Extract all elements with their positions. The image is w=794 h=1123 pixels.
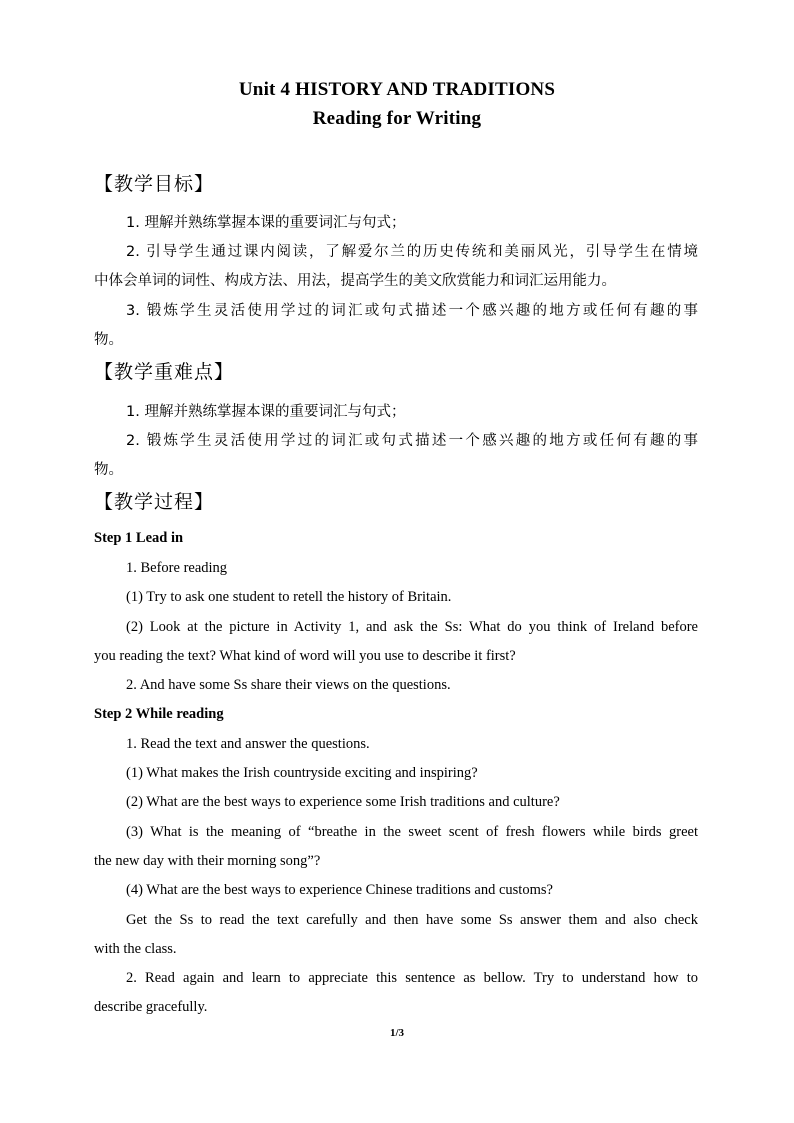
section-heading-process: 【教学过程】: [94, 491, 215, 513]
step-1-heading: Step 1 Lead in: [94, 530, 184, 546]
step-2-line: (3) What is the meaning of “breathe in the sweet scent of fresh flowers while birds greet: [126, 824, 698, 840]
doc-title: Unit 4 HISTORY AND TRADITIONS: [238, 79, 556, 100]
page-number: 1/3: [389, 1027, 405, 1039]
doc-subtitle: Reading for Writing: [312, 108, 482, 129]
step-2-line: describe gracefully.: [94, 999, 208, 1015]
step-2-line: 2. Read again and learn to appreciate this sentence as bellow. Try to understand how to: [126, 970, 698, 986]
step-1-line: you reading the text? What kind of word will you use to describe it first?: [94, 648, 516, 664]
goal-3-line-2: 物。: [94, 332, 123, 348]
step-2-line: with the class.: [94, 941, 177, 957]
step-1-line: (1) Try to ask one student to retell the history of Britain.: [126, 589, 452, 605]
step-2-heading: Step 2 While reading: [94, 706, 224, 722]
step-1-line: 1. Before reading: [126, 560, 228, 576]
section-heading-key-points: 【教学重难点】: [94, 361, 235, 383]
step-2-line: Get the Ss to read the text carefully and then have some Ss answer them and also check: [126, 912, 698, 928]
key-point-2-line-2: 物。: [94, 462, 123, 478]
key-point-1: 1. 理解并熟练掌握本课的重要词汇与句式；: [126, 404, 406, 420]
step-1-line: (2) Look at the picture in Activity 1, and ask the Ss: What do you think of Ireland before: [126, 619, 698, 635]
section-heading-goals: 【教学目标】: [94, 173, 215, 195]
step-2-line: (2) What are the best ways to experience some Irish traditions and culture?: [126, 794, 560, 810]
goal-2-line-1: 2. 引导学生通过课内阅读，了解爱尔兰的历史传统和美丽风光，引导学生在情境: [126, 244, 698, 260]
step-2-line: (1) What makes the Irish countryside exciting and inspiring?: [126, 765, 478, 781]
goal-3-line-1: 3. 锻炼学生灵活使用学过的词汇或句式描述一个感兴趣的地方或任何有趣的事: [126, 303, 698, 319]
goal-1: 1. 理解并熟练掌握本课的重要词汇与句式；: [126, 215, 406, 231]
key-point-2-line-1: 2. 锻炼学生灵活使用学过的词汇或句式描述一个感兴趣的地方或任何有趣的事: [126, 433, 698, 449]
step-2-line: 1. Read the text and answer the questions.: [126, 736, 370, 752]
goal-2-line-2: 中体会单词的词性、构成方法、用法，提高学生的美文欣赏能力和词汇运用能力。: [94, 273, 616, 289]
step-1-line: 2. And have some Ss share their views on the questions.: [126, 677, 451, 693]
step-2-line: (4) What are the best ways to experience Chinese traditions and customs?: [126, 882, 553, 898]
step-2-line: the new day with their morning song”?: [94, 853, 321, 869]
